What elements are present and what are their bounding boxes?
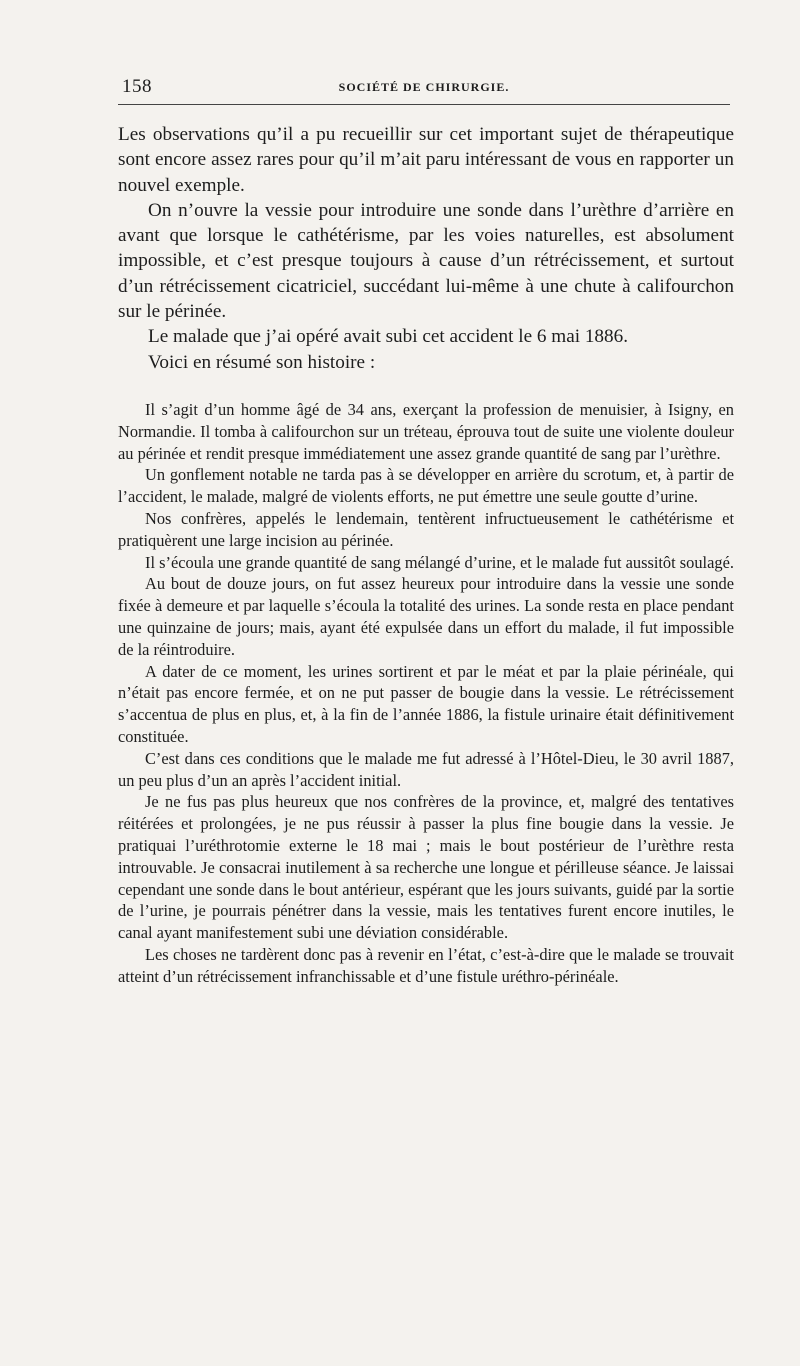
case-paragraph: A dater de ce moment, les urines sortirent et par le méat et par la plaie périnéale, qui n’était pas encore fermée, et on ne put passer de bougie dans la vessie. Le rétrécissement s’accentua de plus en plus, et, à la fin de l’année 1886, la fistule urinaire était définitivement constituée. [118,661,734,746]
paragraph: Les observations qu’il a pu recueillir sur cet important sujet de thérapeutique sont encore assez rares pour qu’il m’ait paru intéressant de vous en rapporter un nouvel exemple. [118,124,734,196]
paragraph: Voici en résumé son histoire : [148,351,376,373]
case-paragraph: Il s’écoula une grande quantité de sang mélangé d’urine, et le malade fut aussitôt soulagé. [145,552,734,572]
page-number: 158 [122,76,152,97]
paragraph: On n’ouvre la vessie pour introduire une sonde dans l’urèthre d’arrière en avant que lorsque le cathétérisme, par les voies naturelles, est absolument impossible, et c’est presque toujours à cause d’un rétrécissement, et surtout d’un rétrécissement cicatriciel, succédant lui-même à une chute à califourchon sur le périnée. [118,199,734,323]
case-paragraph: Nos confrères, appelés le lendemain, tentèrent infructueusement le cathétérisme et pratiquèrent une large incision au périnée. [118,508,734,550]
running-title: SOCIÉTÉ DE CHIRURGIE. [338,80,510,94]
header-rule [118,104,730,105]
case-paragraph: Les choses ne tardèrent donc pas à revenir en l’état, c’est-à-dire que le malade se trouvait atteint d’un rétrécissement infranchissable et d’une fistule uréthro-périnéale. [118,944,734,986]
paragraph: Le malade que j’ai opéré avait subi cet accident le 6 mai 1886. [148,326,629,348]
case-history-section [118,399,734,988]
case-paragraph: Un gonflement notable ne tarda pas à se développer en arrière du scrotum, et, à partir de l’accident, le malade, malgré de violents efforts, ne put émettre une seule goutte d’urine. [118,465,734,507]
body-text [118,122,734,987]
intro-section [118,122,734,375]
case-paragraph: C’est dans ces conditions que le malade me fut adressé à l’Hôtel-Dieu, le 30 avril 1887, un peu plus d’un an après l’accident initial. [118,748,734,790]
case-paragraph: Au bout de douze jours, on fut assez heureux pour introduire dans la vessie une sonde fixée à demeure et par laquelle s’écoula la totalité des urines. La sonde resta en place pendant une quinzaine de jours; mais, ayant été expulsée dans un effort du malade, il fut impossible de la réintroduire. [118,574,734,659]
case-paragraph: Il s’agit d’un homme âgé de 34 ans, exerçant la profession de menuisier, à Isigny, en Normandie. Il tomba à califourchon sur un tréteau, éprouva tout de suite une violente douleur au périnée et rendit presque immédiatement une assez grande quantité de sang par l’urèthre. [118,399,734,463]
case-paragraph: Je ne fus pas plus heureux que nos confrères de la province, et, malgré des tentatives réitérées et prolongées, je ne pus réussir à passer la plus fine bougie dans la vessie. Je pratiquai l’uréthrotomie externe le 18 mai ; mais le bout postérieur de l’urèthre resta introuvable. Je consacrai inutilement à sa recherche une longue et périlleuse séance. Je laissai cependant une sonde dans le bout antérieur, espérant que les jours suivants, guidé par la sortie de l’urine, je pourrais pénétrer dans la vessie, mais les tentatives furent encore inutiles, le canal ayant manifestement subi une déviation considérable. [118,792,734,943]
running-head [118,74,730,98]
